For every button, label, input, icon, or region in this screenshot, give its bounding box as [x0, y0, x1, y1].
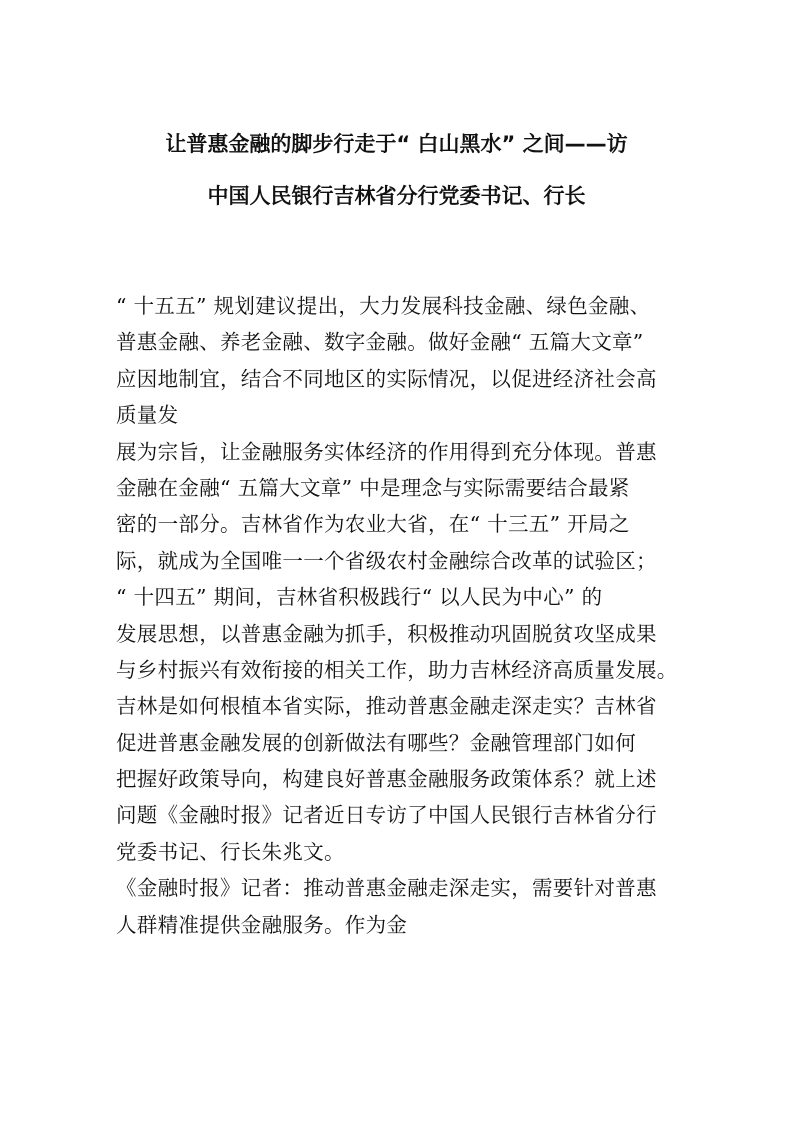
body-line: “ 十五五” 规划建议提出，大力发展科技金融、绿色金融、	[116, 294, 651, 318]
body-line: 质量发	[116, 403, 179, 428]
body-line: 促进普惠金融发展的创新做法有哪些？金融管理部门如何	[116, 730, 636, 755]
article-body	[116, 288, 716, 943]
body-line: 党委书记、行长朱兆文。	[116, 839, 345, 864]
body-line: 人群精准提供金融服务。作为金	[116, 912, 408, 937]
body-line: 金融在金融“ 五篇大文章” 中是理念与实际需要结合最紧	[116, 475, 630, 500]
body-line: 发展思想，以普惠金融为抓手，积极推动巩固脱贫攻坚成果	[116, 621, 657, 646]
article-title-line-2: 中国人民银行吉林省分行党委书记、行长	[207, 184, 586, 208]
body-line: 应因地制宜，结合不同地区的实际情况，以促进经济社会高	[116, 366, 657, 391]
body-line: “ 十四五” 期间，吉林省积极践行“ 以人民为中心” 的	[116, 585, 603, 610]
body-line: 与乡村振兴有效衔接的相关工作，助力吉林经济高质量发展。	[116, 657, 678, 682]
body-line: 把握好政策导向，构建良好普惠金融服务政策体系？就上述	[116, 767, 657, 792]
body-line: 《金融时报》记者：推动普惠金融走深走实，需要针对普惠	[116, 876, 657, 901]
body-line: 展为宗旨，让金融服务实体经济的作用得到充分体现。普惠	[116, 439, 657, 464]
body-line: 吉林是如何根植本省实际，推动普惠金融走深走实？吉林省	[116, 694, 657, 719]
body-line: 密的一部分。吉林省作为农业大省，在“ 十三五” 开局之	[116, 512, 630, 537]
body-line: 问题《金融时报》记者近日专访了中国人民银行吉林省分行	[116, 803, 657, 828]
article-title-line-1: 让普惠金融的脚步行走于“ 白山黑水” 之间——访	[165, 132, 628, 156]
body-line: 际，就成为全国唯一一个省级农村金融综合改革的试验区；	[116, 548, 657, 573]
body-line: 普惠金融、养老金融、数字金融。做好金融“ 五篇大文章”	[116, 330, 644, 355]
